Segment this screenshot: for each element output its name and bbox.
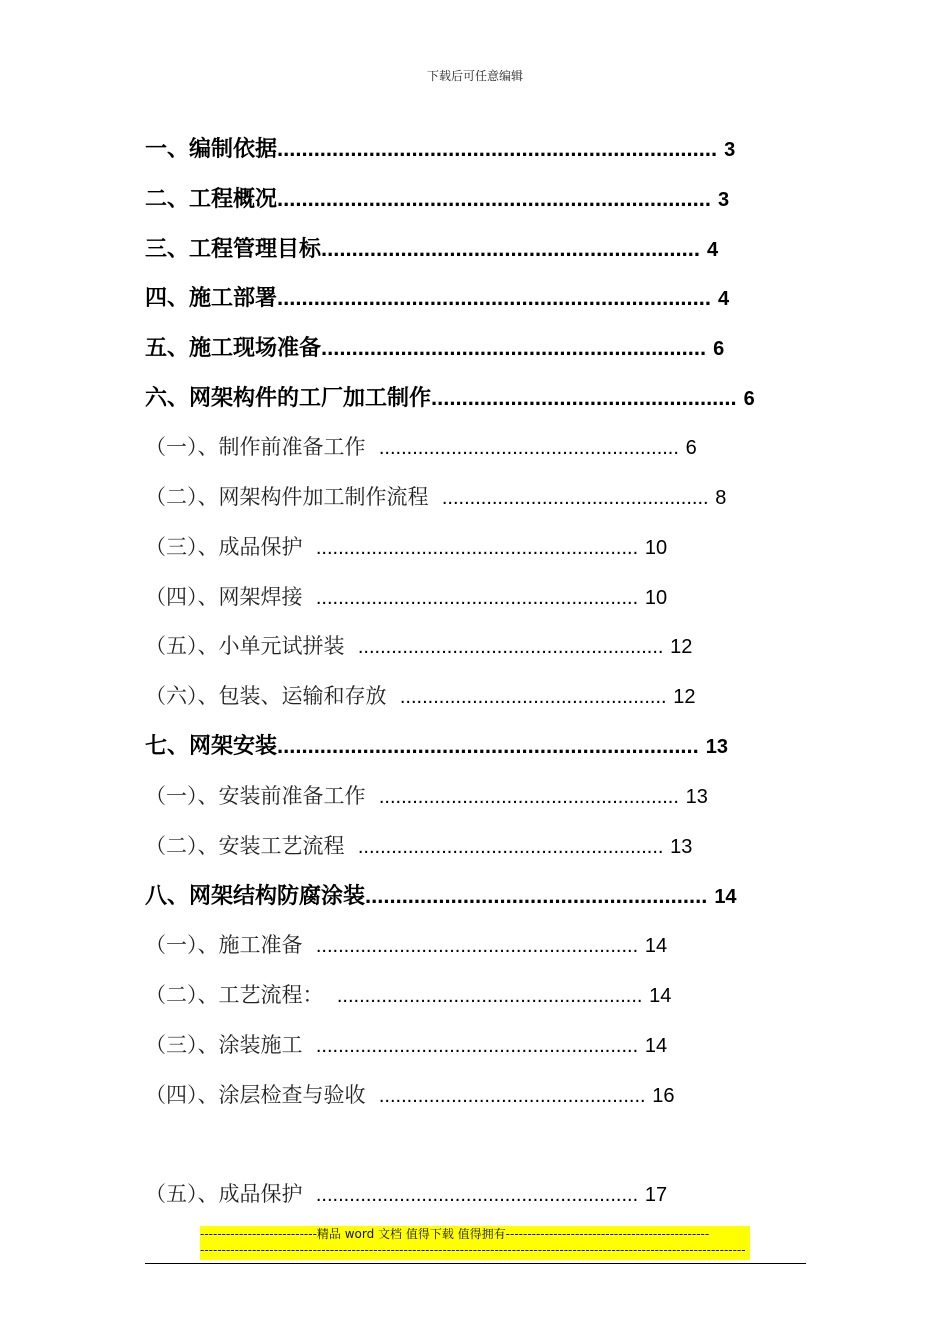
toc-entry[interactable] <box>145 1025 667 1065</box>
toc-entry[interactable] <box>145 975 671 1015</box>
toc-entry-page-number: 14 <box>649 985 672 1007</box>
toc-entry-leader: ................................................ <box>378 1085 646 1107</box>
toc-entry-page-number: 13 <box>705 736 729 758</box>
footer-banner <box>200 1226 750 1260</box>
toc-entry-title: 八、网架结构防腐涂装 <box>145 884 366 909</box>
toc-entry[interactable] <box>145 826 692 866</box>
toc-entry-gap <box>366 1083 379 1107</box>
toc-entry[interactable] <box>145 328 724 368</box>
toc-entry-page-number: 4 <box>718 288 730 310</box>
toc-entry-title: 四、施工部署 <box>145 286 278 311</box>
toc-entry-leader: .......................................................... <box>315 1035 639 1057</box>
toc-entry-page-number: 14 <box>714 886 737 908</box>
toc-entry-space <box>638 933 645 957</box>
toc-entry-leader: ....................................................................... <box>277 186 711 211</box>
toc-entry-title: 二、工程概况 <box>145 187 278 212</box>
toc-entry-leader: ...................................................... <box>378 786 679 808</box>
toc-entry-space <box>679 784 686 808</box>
toc-entry-leader: ....................................................... <box>357 836 664 858</box>
toc-entry-gap <box>387 684 400 708</box>
toc-entry-leader: .......................................................... <box>315 587 639 609</box>
toc-entry[interactable] <box>145 129 735 169</box>
toc-entry-space <box>711 286 718 311</box>
toc-entry-gap <box>345 634 358 658</box>
toc-entry-gap <box>303 1033 316 1057</box>
toc-entry-page-number: 14 <box>644 1035 668 1057</box>
toc-entry-leader: ........................................................................ <box>277 136 718 161</box>
toc-entry-title: （一）、安装前准备工作 <box>145 784 366 808</box>
toc-entry[interactable] <box>145 427 697 467</box>
toc-entry-leader: .............................................................. <box>321 236 700 261</box>
toc-entry-leader: ........................................................ <box>365 883 708 908</box>
toc-entry-title: 七、网架安装 <box>145 734 278 759</box>
toc-entry-leader: .......................................................... <box>315 537 639 559</box>
toc-entry-leader: ............................................................... <box>321 335 707 360</box>
toc-entry-page-number: 6 <box>713 338 725 360</box>
toc-entry-title: （三）、成品保护 <box>145 535 303 559</box>
toc-entry-leader: ...................................................... <box>378 437 679 459</box>
toc-entry-page-number: 4 <box>706 239 719 261</box>
toc-entry[interactable] <box>145 1075 675 1115</box>
toc-entry[interactable] <box>145 676 696 716</box>
header-note: 下载后可任意编辑 <box>426 69 523 83</box>
toc-entry[interactable] <box>145 477 726 517</box>
toc-entry-page-number: 6 <box>743 388 755 410</box>
toc-entry-page-number: 16 <box>652 1085 675 1107</box>
footer-divider <box>145 1263 806 1264</box>
toc-entry-leader: ....................................................... <box>336 985 643 1007</box>
toc-entry-title: （一）、制作前准备工作 <box>145 435 366 459</box>
toc-entry-gap <box>366 435 379 459</box>
toc-entry[interactable] <box>145 925 667 965</box>
toc-entry[interactable] <box>145 278 729 318</box>
toc-entry-leader: ................................................ <box>399 686 667 708</box>
toc-entry-page-number: 13 <box>685 786 708 808</box>
toc-entry[interactable] <box>145 229 718 269</box>
toc-entry-leader: .......................................................... <box>315 1184 639 1206</box>
toc-entry-title: （二）、工艺流程： <box>145 983 324 1007</box>
toc-entry-title: （一）、施工准备 <box>145 933 303 957</box>
toc-entry-leader: ..................................................................... <box>277 733 699 758</box>
toc-entry-gap <box>303 933 316 957</box>
toc-entry-title: 五、施工现场准备 <box>145 336 322 361</box>
toc-entry[interactable] <box>145 726 728 766</box>
toc-entry-leader: ....................................................................... <box>277 285 711 310</box>
toc-entry-page-number: 12 <box>670 636 693 658</box>
toc-entry-gap <box>303 1182 316 1206</box>
toc-entry-title: （四）、涂层检查与验收 <box>145 1083 366 1107</box>
toc-entry[interactable] <box>145 577 667 617</box>
toc-entry[interactable] <box>145 876 737 916</box>
toc-entry-page-number: 3 <box>718 189 730 211</box>
toc-entry-space <box>699 734 706 759</box>
toc-entry-title: （六）、包装、运输和存放 <box>145 684 387 708</box>
toc-entry-page-number: 10 <box>644 537 668 559</box>
toc-entry-page-number: 14 <box>644 935 668 957</box>
toc-entry-gap <box>303 535 316 559</box>
toc-entry[interactable] <box>145 378 755 418</box>
toc-entry-gap <box>366 784 379 808</box>
toc-entry-leader: .......................................................... <box>315 935 639 957</box>
toc-entry-title: （五）、小单元试拼装 <box>145 634 345 658</box>
toc-entry[interactable] <box>145 1174 667 1214</box>
toc-entry[interactable] <box>145 179 729 219</box>
toc-entry-gap <box>324 983 337 1007</box>
toc-entry-page-number: 8 <box>715 487 727 509</box>
toc-entry-page-number: 3 <box>724 139 736 161</box>
toc-entry-page-number: 13 <box>670 836 693 858</box>
footer-banner-line-2: ------------------------------------------------------------------------------------------------------------------------------ <box>200 1243 746 1257</box>
toc-entry-title: （二）、安装工艺流程 <box>145 834 345 858</box>
toc-entry-gap <box>345 834 358 858</box>
toc-entry-page-number: 10 <box>644 587 668 609</box>
toc-entry-title: （三）、涂装施工 <box>145 1033 303 1057</box>
toc-entry-title: （四）、网架焊接 <box>145 585 303 609</box>
toc-entry-page-number: 6 <box>685 437 697 459</box>
toc-entry-title: （二）、网架构件加工制作流程 <box>145 485 429 509</box>
toc-entry-gap <box>303 585 316 609</box>
toc-entry-gap <box>429 485 442 509</box>
toc-entry-space <box>638 585 645 609</box>
footer-banner-line-1: ---------------------------精品 word 文档 值得下载 值得拥有----------------------------------------------- <box>200 1227 710 1241</box>
toc-entry[interactable] <box>145 626 692 666</box>
toc-entry-leader: .................................................. <box>431 385 737 410</box>
toc-entry-space <box>638 1033 645 1057</box>
toc-entry-page-number: 17 <box>644 1184 668 1206</box>
toc-entry-space <box>638 1182 645 1206</box>
toc-entry-space <box>638 535 645 559</box>
toc-entry-leader: ....................................................... <box>357 636 664 658</box>
toc-entry-space <box>700 237 707 262</box>
toc-entry[interactable] <box>145 776 708 816</box>
toc-entry[interactable] <box>145 527 667 567</box>
toc-entry-title: 三、工程管理目标 <box>145 237 322 262</box>
toc-entry-space <box>711 187 718 212</box>
toc-entry-title: 六、网架构件的工厂加工制作 <box>145 386 432 411</box>
toc-entry-title: 一、编制依据 <box>145 137 278 162</box>
toc-entry-space <box>737 386 744 411</box>
toc-entry-leader: ................................................ <box>441 487 709 509</box>
toc-entry-title: （五）、成品保护 <box>145 1182 303 1206</box>
toc-entry-space <box>679 435 686 459</box>
toc-entry-page-number: 12 <box>673 686 696 708</box>
